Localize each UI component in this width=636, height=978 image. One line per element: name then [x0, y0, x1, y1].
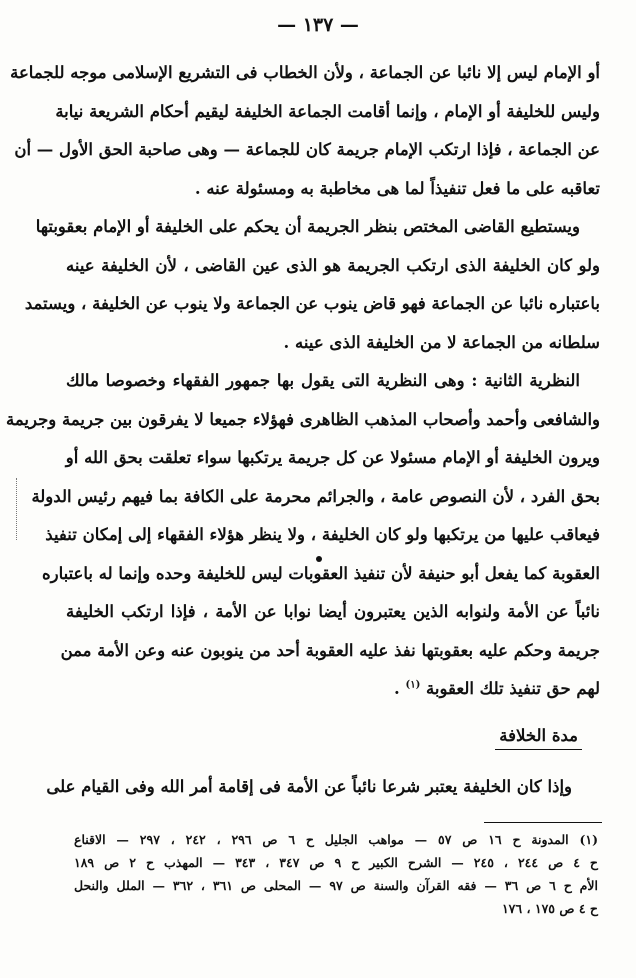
footnote-line: ح ٤ ص ١٧٥ ، ١٧٦ — [501, 901, 598, 916]
text-line: فيعاقب عليها من يرتكبها ولو كان الخليفة ، ولا ينظر هؤلاء الفقهاء إلى إمكان تنفيذ — [45, 525, 600, 544]
footnote-line: ح ٤ ص ٢٤٤ ، ٢٤٥ — الشرح الكبير ح ٩ ص ٣٤٧ ، ٣٤٣ — المهذب ح ٢ ص ١٨٩ — [74, 855, 598, 870]
footnote-divider — [484, 822, 602, 823]
section-heading: مدة الخلافة — [495, 726, 582, 750]
text-line: تعاقبه على ما فعل تنفيذاً لما هى مخاطبة به ومسئولة عنه . — [194, 178, 600, 198]
text-line-with-footnote: لهم حق تنفيذ تلك العقوبة $^{(١)}$ . — [393, 679, 600, 698]
text-line: أو الإمام ليس إلا نائبا عن الجماعة ، ولأن الخطاب فى التشريع الإسلامى موجه للجماعة — [10, 63, 600, 82]
body-text — [6, 54, 600, 709]
text-line: سلطانه من الجماعة لا من الخليفة الذى عينه . — [283, 332, 600, 352]
footnote-line: الأم ح ٦ ص ٣٦ — فقه القرآن والسنة ص ٩٧ — المحلى ص ٣٦١ ، ٣٦٢ — الملل والنحل — [74, 878, 598, 893]
text-line-content: لهم حق تنفيذ تلك العقوبة — [426, 679, 600, 698]
footnote-line: (١) المدونة ح ١٦ ص ٥٧ — مواهب الجليل ح ٦ ص ٢٩٦ ، ٢٤٢ ، ٢٩٧ — الاقناع — [74, 832, 598, 847]
page-number: — ١٣٧ — — [277, 14, 359, 36]
text-line: بحق الفرد ، لأن النصوص عامة ، والجرائم محرمة على الكافة بما فيهم رئيس الدولة — [31, 486, 600, 506]
ink-dot — [316, 556, 322, 562]
text-line: ولو كان الخليفة الذى ارتكب الجريمة هو الذى عين القاضى ، لأن الخليفة عينه — [66, 255, 600, 275]
text-line: ويرون الخليفة أو الإمام مسئولا عن كل جريمة يرتكبها سواء تعلقت بحق الله أو — [65, 448, 600, 467]
text-line: عن الجماعة ، فإذا ارتكب الإمام جريمة كان للجماعة — وهى صاحبة الحق الأول — أن — [14, 140, 600, 159]
paragraph-start: وإذا كان الخليفة يعتبر شرعا نائباً عن الأمة فى إقامة أمر الله وفى القيام على — [46, 777, 572, 796]
text-line: والشافعى وأحمد وأصحاب المذهب الظاهرى فهؤلاء جميعا لا يفرقون بين جريمة وجريمة — [6, 409, 600, 429]
text-line: النظرية الثانية : وهى النظرية التى يقول بها جمهور الفقهاء وخصوصا مالك — [66, 371, 580, 390]
text-line: العقوبة كما يفعل أبو حنيفة لأن تنفيذ العقوبات ليس للخليفة وحده وإنما له باعتباره — [41, 563, 600, 583]
text-line: نائباً عن الأمة ولنوابه الذين يعتبرون أيضا نوابا عن الأمة ، فإذا ارتكب الخليفة — [66, 602, 600, 621]
margin-mark — [16, 478, 20, 540]
text-line: وليس للخليفة أو الإمام ، وإنما أقامت الجماعة الخليفة ليقيم أحكام الشريعة نيابة — [55, 101, 600, 121]
text-line: ويستطيع القاضى المختص بنظر الجريمة أن يحكم على الخليفة أو الإمام بعقوبتها — [35, 217, 580, 236]
footnote-reference[interactable]: (١) — [405, 679, 421, 691]
text-line: باعتباره نائبا عن الجماعة فهو قاض ينوب عن الجماعة ولا ينوب عن الخليفة ، ويستمد — [24, 294, 600, 313]
footnotes — [74, 828, 598, 920]
text-line: جريمة وحكم عليه بعقوبتها نفذ عليه العقوبة أحد من ينوبون عنه وعن الأمة ممن — [60, 640, 600, 660]
